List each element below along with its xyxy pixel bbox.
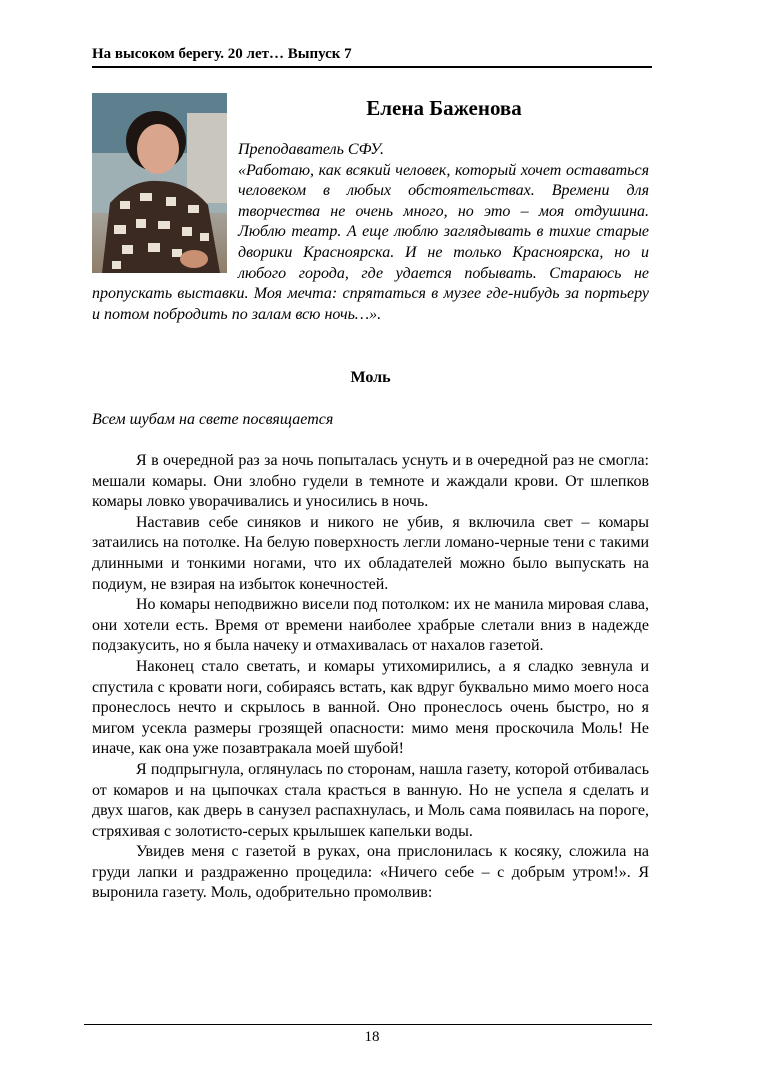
page-number: 18 [364, 1029, 380, 1045]
story-paragraph: Я в очередной раз за ночь попыталась уснуть и в очередной раз не смогла: мешали комары. Они злобно гудели в темноте и жаждали крови. От шлепков комары ловко уворачивались и уносились в ночь. [92, 452, 649, 511]
running-title: На высоком берегу. 20 лет… Выпуск 7 [92, 46, 352, 62]
author-bio [92, 140, 649, 325]
story-paragraph: Увидев меня с газетой в руках, она прислонилась к косяку, сложила на груди лапки и раздраженно процедила: «Ничего себе – с добрым утром!». Я выронила газету. Моль, одобрительно промолвив: [92, 843, 649, 902]
story-paragraph: Но комары неподвижно висели под потолком: их не манила мировая слава, они хотели есть. Время от времени наиболее храбрые слетали вниз в надежде подзакусить, но я была начеку и отмахивалась от нахалов газетой. [92, 596, 649, 655]
story-dedication: Всем шубам на свете посвящается [92, 411, 334, 428]
story-paragraph: Я подпрыгнула, оглянулась по сторонам, нашла газету, которой отбивалась от комаров и на цыпочках стала красться в ванную. Но не успела я сделать и двух шагов, как дверь в санузел распахнулась, и Моль сама появилась на пороге, стряхивая с золотисто-серых крылышек капельки воды. [92, 760, 649, 840]
story-title: Моль [350, 369, 391, 386]
header-rule [92, 66, 652, 68]
author-name: Елена Баженова [366, 96, 522, 120]
author-quote: «Работаю, как всякий человек, который хочет оставаться человеком в любых обстоятельствах. Времени для творчества не очень много, но это – моя отдушина. Люблю театр. А еще люблю заглядывать в тихие старые дворики Красноярска. И не только Красноярска, но и любого города, где удается побывать. Стараюсь не пропускать выставки. Моя мечта: спрятаться в музее где-нибудь за портьеру и потом побродить по залам всю ночь…». [92, 161, 649, 323]
story-paragraph: Наконец стало светать, и комары утихомирились, а я сладко зевнула и спустила с кровати ноги, собираясь встать, как вдруг буквально мимо моего носа пронеслось нечто и скрылось в ванной. Оно пронеслось очень быстро, но я мигом усекла размеры грозящей опасности: мимо меня проскочила Моль! Не иначе, как она уже позавтракала моей шубой! [92, 657, 649, 758]
story-body [92, 451, 649, 904]
author-position: Преподаватель СФУ. [238, 141, 384, 158]
footer-rule [84, 1024, 652, 1025]
photo-wrap-spacer [92, 140, 238, 283]
story-paragraph: Наставив себе синяков и никого не убив, я включила свет – комары затаились на потолке. На белую поверхность легли ломано-черные тени с такими длинными и тонкими ногами, что их обладателей можно было выпускать на подиум, не взирая на избыток конечностей. [92, 513, 649, 593]
